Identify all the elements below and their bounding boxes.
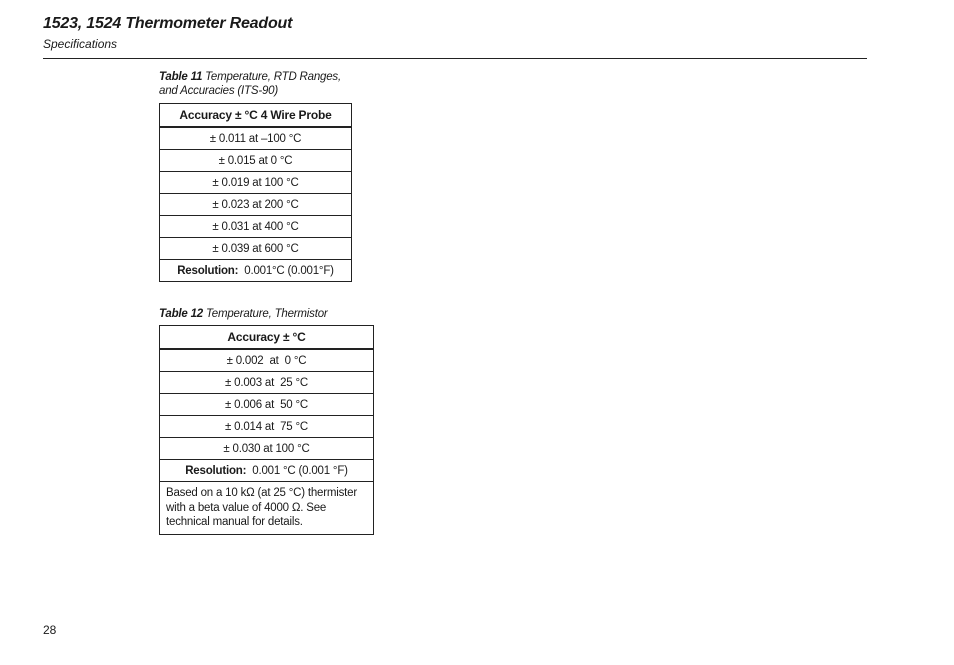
table-row: ± 0.003 at 25 °C [160, 372, 374, 394]
table-11-caption-text: Temperature, RTD Ranges, and Accuracies (ITS-90) [159, 71, 341, 97]
table-12-resolution-row [160, 460, 374, 482]
table-row: ± 0.002 at 0 °C [160, 349, 374, 372]
resolution-label: Resolution: [177, 264, 239, 277]
table-12-thermistor-accuracy [159, 325, 374, 535]
table-12-caption [159, 307, 399, 321]
table-row: ± 0.006 at 50 °C [160, 394, 374, 416]
section-subtitle: Specifications [43, 37, 118, 51]
table-12-caption-label: Table 12 [159, 308, 203, 320]
table-11-column-header: Accuracy ± °C 4 Wire Probe [160, 104, 352, 128]
table-row: ± 0.019 at 100 °C [160, 172, 352, 194]
document-title: 1523, 1524 Thermometer Readout [43, 15, 293, 32]
table-12-caption-text: Temperature, Thermistor [206, 308, 328, 320]
table-row: ± 0.011 at –100 °C [160, 127, 352, 150]
table-12-column-header: Accuracy ± °C [160, 326, 374, 350]
table-11-caption-label: Table 11 [159, 71, 203, 83]
table-row: ± 0.015 at 0 °C [160, 150, 352, 172]
table-12-note: Based on a 10 kΩ (at 25 °C) thermister with a beta value of 4000 Ω. See technical manual for details. [160, 482, 374, 535]
resolution-label: Resolution: [185, 464, 247, 477]
table-row: ± 0.031 at 400 °C [160, 216, 352, 238]
resolution-value: 0.001°C (0.001°F) [244, 264, 334, 277]
table-row: ± 0.023 at 200 °C [160, 194, 352, 216]
resolution-value: 0.001 °C (0.001 °F) [252, 464, 348, 477]
header-divider [43, 58, 867, 59]
table-row: ± 0.030 at 100 °C [160, 438, 374, 460]
page-number: 28 [43, 623, 57, 637]
table-11-resolution-row [160, 260, 352, 282]
table-11-caption [159, 70, 359, 98]
table-11-rtd-accuracy [159, 103, 352, 282]
table-row: ± 0.039 at 600 °C [160, 238, 352, 260]
table-row: ± 0.014 at 75 °C [160, 416, 374, 438]
